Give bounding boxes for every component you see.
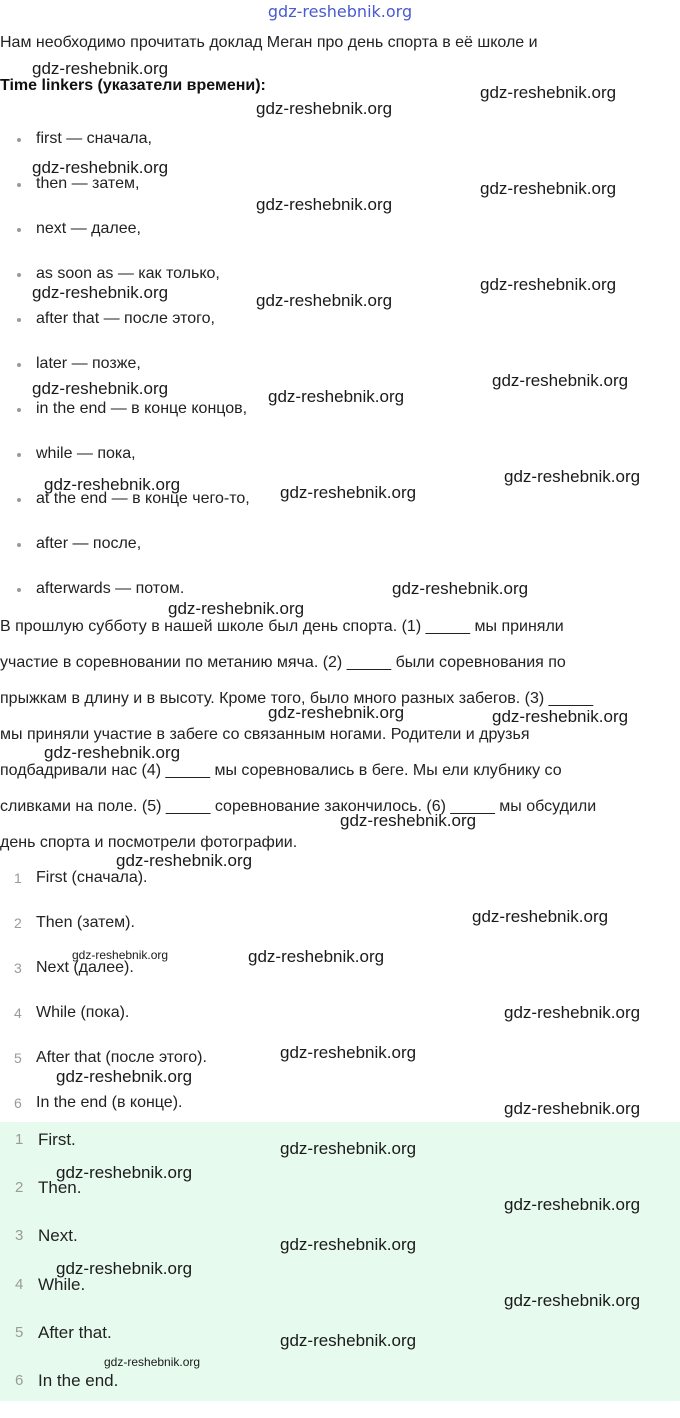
watermark: gdz-reshebnik.org — [392, 579, 529, 598]
watermark: gdz-reshebnik.org — [280, 1331, 417, 1350]
watermark: gdz-reshebnik.org — [44, 743, 181, 762]
item-number: 1 — [14, 870, 22, 886]
item-number: 5 — [15, 1323, 24, 1341]
watermark: gdz-reshebnik.org — [72, 948, 169, 962]
watermark: gdz-reshebnik.org — [168, 599, 305, 618]
final-answer-text: In the end. — [38, 1370, 119, 1390]
item-number: 1 — [15, 1131, 24, 1148]
site-top-link[interactable]: gdz-reshebnik.org — [267, 2, 413, 21]
intro-text: Нам необходимо прочитать доклад Меган про день спорта в её школе и — [0, 34, 538, 51]
answer-text: After that (после этого). — [36, 1049, 207, 1066]
item-number: 2 — [14, 915, 22, 931]
watermark: gdz-reshebnik.org — [480, 275, 617, 294]
watermark: gdz-reshebnik.org — [32, 283, 169, 302]
linker-text: after — после, — [36, 535, 142, 552]
list-item — [0, 353, 250, 398]
watermark: gdz-reshebnik.org — [280, 483, 417, 502]
paragraph-line: мы приняли участие в забеге со связанным ногами. Родители и друзья — [0, 726, 530, 743]
list-item — [0, 218, 250, 263]
watermark: gdz-reshebnik.org — [280, 1139, 417, 1158]
bullet-icon — [17, 228, 21, 232]
watermark: gdz-reshebnik.org — [492, 707, 629, 726]
paragraph-line: участие в соревновании по метанию мяча. (2) _____ были соревнования по — [0, 654, 566, 671]
linker-text: next — далее, — [36, 220, 141, 237]
linker-text: first — сначала, — [36, 130, 152, 147]
watermark: gdz-reshebnik.org — [56, 1259, 193, 1278]
item-number: 5 — [14, 1050, 22, 1066]
watermark: gdz-reshebnik.org — [32, 59, 169, 78]
paragraph-line: В прошлую субботу в нашей школе был день спорта. (1) _____ мы приняли — [0, 618, 564, 635]
watermark: gdz-reshebnik.org — [56, 1067, 193, 1086]
time-linkers-list — [0, 128, 250, 623]
watermark: gdz-reshebnik.org — [268, 387, 405, 406]
watermark: gdz-reshebnik.org — [280, 1235, 417, 1254]
list-item — [0, 173, 250, 218]
item-number: 6 — [14, 1095, 22, 1111]
linker-text: while — пока, — [36, 445, 136, 462]
item-number: 4 — [14, 1005, 22, 1021]
bullet-icon — [17, 498, 21, 502]
watermark: gdz-reshebnik.org — [340, 811, 477, 830]
item-number: 2 — [15, 1179, 24, 1197]
item-number: 3 — [14, 960, 22, 976]
paragraph-line: подбадривали нас (4) _____ мы соревновались в беге. Мы ели клубнику со — [0, 762, 562, 779]
report-paragraph — [0, 615, 680, 867]
linker-text: at the end — в конце чего-то, — [36, 490, 250, 507]
watermark: gdz-reshebnik.org — [256, 291, 393, 310]
bullet-icon — [17, 138, 21, 142]
watermark: gdz-reshebnik.org — [504, 1291, 641, 1310]
time-linkers-heading: Time linkers (указатели времени): — [0, 77, 266, 94]
list-item — [0, 443, 250, 488]
final-answer-text: After that. — [38, 1322, 112, 1342]
answer-text: Next (далее). — [36, 959, 134, 976]
watermark: gdz-reshebnik.org — [268, 703, 405, 722]
list-item — [0, 308, 250, 353]
list-item — [0, 128, 250, 173]
linker-text: later — позже, — [36, 355, 141, 372]
item-number: 3 — [15, 1227, 24, 1245]
watermark: gdz-reshebnik.org — [256, 99, 393, 118]
answer-text: Then (затем). — [36, 914, 135, 931]
watermark: gdz-reshebnik.org — [44, 475, 181, 494]
list-item — [0, 263, 250, 308]
watermark: gdz-reshebnik.org — [504, 1195, 641, 1214]
watermark: gdz-reshebnik.org — [504, 467, 641, 486]
final-answer-text: While. — [38, 1274, 86, 1294]
answer-text: While (пока). — [36, 1004, 130, 1021]
final-answer-text: Next. — [38, 1226, 78, 1246]
final-answer-text: Then. — [38, 1178, 82, 1198]
watermark: gdz-reshebnik.org — [104, 1355, 201, 1369]
linker-text: after that — после этого, — [36, 310, 215, 327]
bullet-icon — [17, 318, 21, 322]
watermark: gdz-reshebnik.org — [492, 371, 629, 390]
list-item — [0, 533, 250, 578]
watermark: gdz-reshebnik.org — [472, 907, 609, 926]
bullet-icon — [17, 183, 21, 187]
watermark: gdz-reshebnik.org — [256, 195, 393, 214]
paragraph-line: прыжкам в длину и в высоту. Кроме того, было много разных забегов. (3) _____ — [0, 690, 594, 707]
linker-text: in the end — в конце концов, — [36, 400, 248, 417]
watermark: gdz-reshebnik.org — [480, 83, 617, 102]
linker-text: as soon as — как только, — [36, 265, 220, 282]
paragraph-line: день спорта и посмотрели фотографии. — [0, 834, 298, 851]
bullet-icon — [17, 453, 21, 457]
item-number: 6 — [15, 1371, 24, 1389]
watermark: gdz-reshebnik.org — [248, 947, 385, 966]
answer-text: First (сначала). — [36, 869, 148, 886]
watermark: gdz-reshebnik.org — [280, 1043, 417, 1062]
bullet-icon — [17, 273, 21, 277]
bullet-icon — [17, 408, 21, 412]
final-answer-text: First. — [38, 1130, 76, 1149]
watermark: gdz-reshebnik.org — [480, 179, 617, 198]
answer-text: In the end (в конце). — [36, 1094, 183, 1111]
linker-text: afterwards — потом. — [36, 580, 185, 597]
list-item — [0, 488, 250, 533]
bullet-icon — [17, 363, 21, 367]
watermark: gdz-reshebnik.org — [116, 851, 253, 870]
paragraph-line: сливками на поле. (5) _____ соревнование закончилось. (6) _____ мы обсудили — [0, 798, 597, 815]
watermark: gdz-reshebnik.org — [32, 158, 169, 177]
watermark: gdz-reshebnik.org — [504, 1003, 641, 1022]
list-item — [0, 398, 250, 443]
watermark: gdz-reshebnik.org — [56, 1163, 193, 1182]
watermark: gdz-reshebnik.org — [32, 379, 169, 398]
watermark: gdz-reshebnik.org — [504, 1099, 641, 1118]
item-number: 4 — [15, 1275, 24, 1293]
final-answers-panel — [0, 1122, 680, 1401]
linker-text: then — затем, — [36, 175, 140, 192]
bullet-icon — [17, 588, 21, 592]
bullet-icon — [17, 543, 21, 547]
